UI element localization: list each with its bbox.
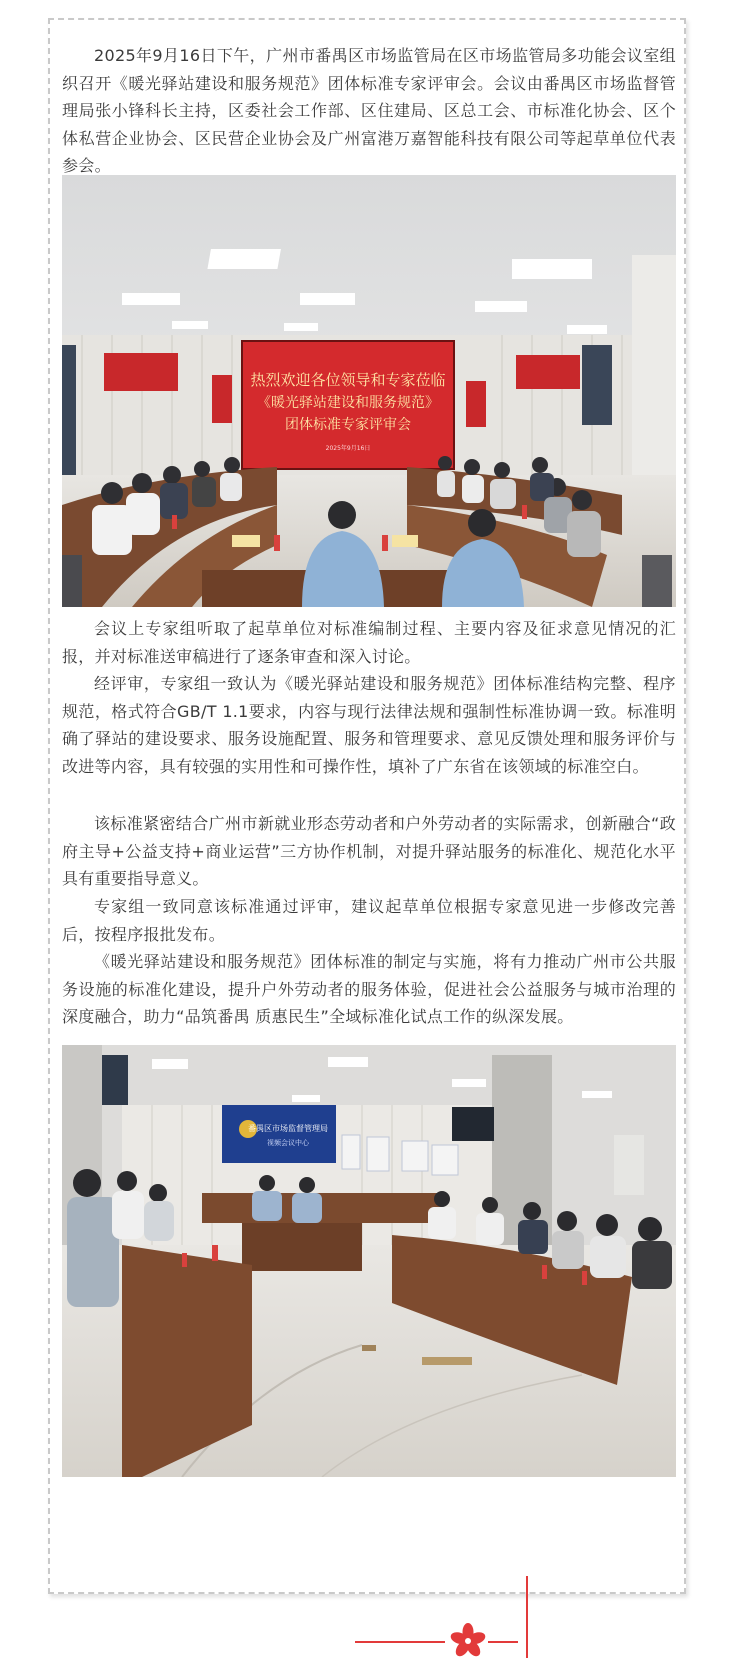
paragraph-approval: 专家组一致同意该标准通过评审，建议起草单位根据专家意见进一步修改完善后，按程序报批发布。 (62, 897, 676, 944)
footer-line-left (355, 1641, 445, 1643)
sign-text: 番禺区市场监督管理局 (248, 1124, 328, 1133)
banner-line-2: 《暖光驿站建设和服务规范》 (257, 395, 439, 411)
paragraph-report: 会议上专家组听取了起草单位对标准编制过程、主要内容及征求意见情况的汇报，并对标准送审稿进行了逐条审查和深入讨论。 (62, 619, 676, 666)
banner-line-1: 热烈欢迎各位领导和专家莅临 (250, 371, 446, 389)
banner-line-3: 团体标准专家评审会 (285, 417, 411, 433)
meeting-photo-1 (62, 175, 676, 607)
footer-line-right (488, 1641, 518, 1643)
banner-date: 2025年9月16日 (325, 445, 371, 452)
article-card (48, 18, 686, 1594)
meeting-photo-2 (62, 1045, 676, 1477)
footer-vertical-line (526, 1576, 528, 1658)
paragraph-review: 经评审，专家组一致认为《暖光驿站建设和服务规范》团体标准结构完整、程序规范，格式符合GB/T 1.1要求，内容与现行法律法规和强制性标准协调一致。标准明确了驿站的建设要求、服务设施配置、服务和管理要求、意见反馈处理和服务评价与改进等内容，具有较强的实用性和可操作性，填补了广东省在该领域的标准空白。 (62, 674, 676, 776)
paragraph-outlook: 《暖光驿站建设和服务规范》团体标准的制定与实施，将有力推动广州市公共服务设施的标准化建设，提升户外劳动者的服务体验，促进社会公益服务与城市治理的深度融合，助力“品筑番禺 质惠民生”全域标准化试点工作的纵深发展。 (62, 952, 676, 1026)
paragraph-intro: 2025年9月16日下午，广州市番禺区市场监管局在区市场监管局多功能会议室组织召开《暖光驿站建设和服务规范》团体标准专家评审会。会议由番禺区市场监督管理局张小锋科长主持，区委社会工作部、区住建局、区总工会、市标准化协会、区个体私营企业协会、区民营企业协会及广州富港万嘉智能科技有限公司等起草单位代表参会。 (62, 46, 676, 175)
paragraph-significance: 该标准紧密结合广州市新就业形态劳动者和户外劳动者的实际需求，创新融合“政府主导+公益支持+商业运营”三方协作机制，对提升驿站服务的标准化、规范化水平具有重要指导意义。 (62, 814, 676, 888)
sign-subtext: 视频会议中心 (267, 1139, 309, 1147)
bauhinia-flower-icon (449, 1622, 487, 1664)
